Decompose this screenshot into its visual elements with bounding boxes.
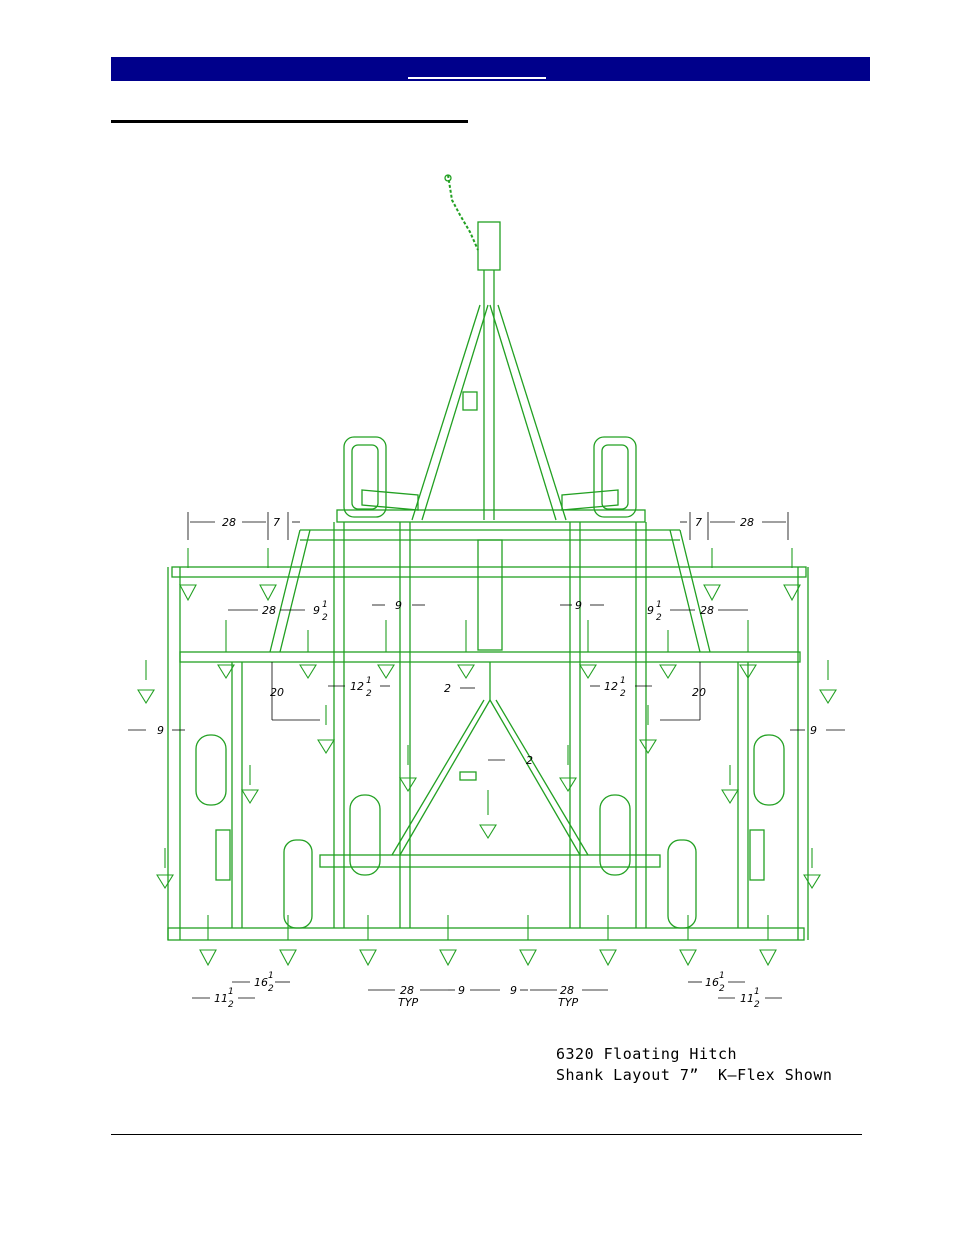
dim-11half-left-whole: 11 — [214, 992, 228, 1005]
dim-12half-left-den: 2 — [366, 689, 372, 699]
dim-12half-left-whole: 12 — [350, 680, 364, 693]
dim-11half-right-den: 2 — [754, 1000, 760, 1010]
dim-28-top-right: 28 — [740, 516, 754, 529]
dim-9half-left-den: 2 — [322, 613, 328, 623]
footer-rule — [111, 1134, 862, 1135]
dim-2-lower: 2 — [526, 754, 533, 767]
caption-subtitle: Shank Layout 7” K–Flex Shown — [556, 1066, 833, 1084]
dim-9-outer-left: 9 — [157, 724, 164, 737]
implement-frame-drawing — [138, 175, 836, 965]
front-gauge-wheel-right — [562, 437, 636, 517]
frame-cross-bars — [168, 510, 806, 940]
center-drawbar — [392, 540, 588, 855]
dim-7-right: 7 — [695, 516, 702, 529]
dim-28-row2-right: 28 — [700, 604, 714, 617]
hitch-tongue — [412, 222, 566, 520]
dim-typ-left: TYP — [398, 996, 419, 1009]
dim-16half-right-den: 2 — [719, 984, 725, 994]
dim-12half-right-num: 1 — [620, 676, 626, 686]
dim-11half-left-num: 1 — [228, 987, 234, 997]
dim-28-row2-left: 28 — [262, 604, 276, 617]
dim-20-right: 20 — [692, 686, 706, 699]
dim-16half-right-num: 1 — [719, 971, 725, 981]
dim-28-bottom-right: 28 — [560, 984, 574, 997]
caption-title: 6320 Floating Hitch — [556, 1045, 738, 1063]
dim-9half-right-whole: 9 — [647, 604, 654, 617]
dim-9half-right-num: 1 — [656, 600, 662, 610]
dim-9-outer-right: 9 — [810, 724, 817, 737]
gauge-wheels — [196, 735, 784, 928]
dim-16half-right-whole: 16 — [705, 976, 719, 989]
dimension-labels — [157, 516, 817, 1010]
shank-sweeps — [138, 548, 836, 965]
dim-16half-left-den: 2 — [268, 984, 274, 994]
dim-28-top-left: 28 — [222, 516, 236, 529]
dim-9half-left-whole: 9 — [313, 604, 320, 617]
dim-9-bottom-left: 9 — [458, 984, 465, 997]
dim-9half-left-num: 1 — [322, 600, 328, 610]
dim-11half-left-den: 2 — [228, 1000, 234, 1010]
dim-11half-right-num: 1 — [754, 987, 760, 997]
dim-20-left: 20 — [270, 686, 284, 699]
dim-9-bottom-right: 9 — [510, 984, 517, 997]
dim-9-center-right: 9 — [575, 599, 582, 612]
dim-12half-right-whole: 12 — [604, 680, 618, 693]
dim-9half-right-den: 2 — [656, 613, 662, 623]
dim-28-bottom-left: 28 — [400, 984, 414, 997]
dim-7-left: 7 — [273, 516, 280, 529]
dim-11half-right-whole: 11 — [740, 992, 754, 1005]
dim-12half-left-num: 1 — [366, 676, 372, 686]
dim-typ-right: TYP — [558, 996, 579, 1009]
front-gauge-wheel-left — [344, 437, 418, 517]
dim-16half-left-whole: 16 — [254, 976, 268, 989]
dim-12half-right-den: 2 — [620, 689, 626, 699]
hitch-chain — [445, 175, 478, 250]
dim-9-center-left: 9 — [395, 599, 402, 612]
dim-2-upper: 2 — [444, 682, 451, 695]
dim-16half-left-num: 1 — [268, 971, 274, 981]
